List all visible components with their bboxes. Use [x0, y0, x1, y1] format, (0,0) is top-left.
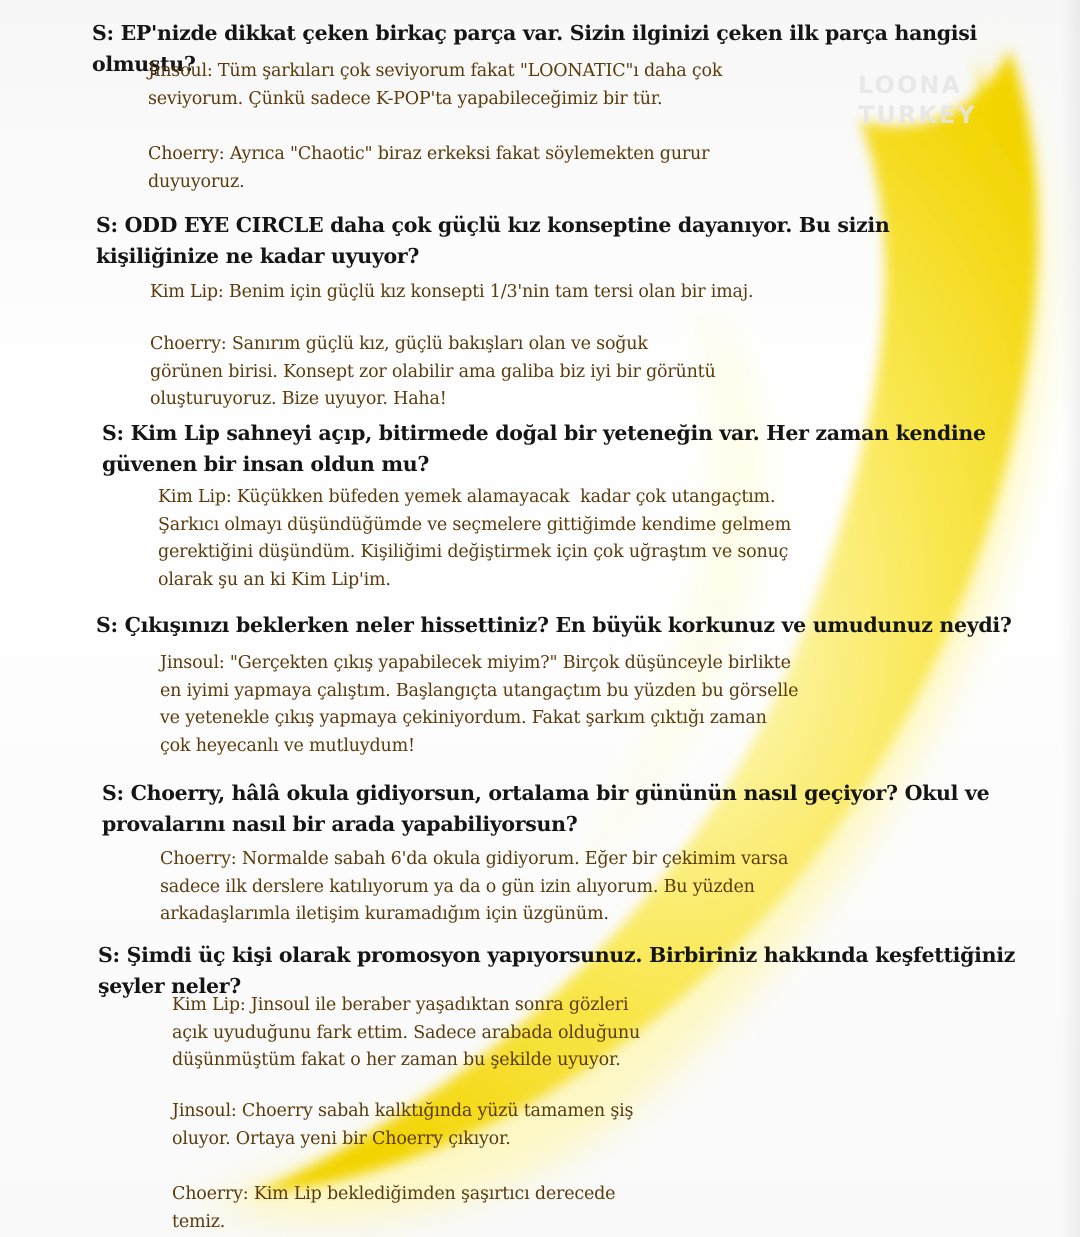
question-2: S: ODD EYE CIRCLE daha çok güçlü kız konseptine dayanıyor. Bu sizin kişiliğinize ne kadar uyuyor?	[96, 213, 890, 268]
answer-6-choerry: Choerry: Kim Lip beklediğimden şaşırtıcı derecede temiz.	[172, 1184, 616, 1232]
question-6: S: Şimdi üç kişi olarak promosyon yapıyorsunuz. Birbiriniz hakkında keşfettiğiniz şeyler neler?	[98, 943, 1016, 998]
answer-5-choerry: Choerry: Normalde sabah 6'da okula gidiyorum. Eğer bir çekimim varsa sadece ilk derslere katılıyorum ya da o gün izin alıyorum. Bu yüzden arkadaşlarımla iletişim kuramadığım için üzgünüm.	[160, 849, 789, 924]
page-edge-shadow	[1060, 0, 1080, 1237]
answer-3-kim-lip: Kim Lip: Küçükken büfeden yemek alamayacak kadar çok utangaçtım. Şarkıcı olmayı düşündüğümde ve seçmelere gittiğimde kendime gelmem gerektiğini düşündüm. Kişiliğimi değiştirmek için çok uğraştım ve sonuç olarak şu an ki Kim Lip'im.	[158, 487, 791, 590]
watermark-line: LOONA	[858, 71, 962, 99]
answer-6-kim-lip: Kim Lip: Jinsoul ile beraber yaşadıktan sonra gözleri açık uyuduğunu fark ettim. Sadece arabada olduğunu düşünmüştüm fakat o her zaman bu şekilde uyuyor.	[172, 995, 641, 1070]
answer-1-choerry: Choerry: Ayrıca "Chaotic" biraz erkeksi fakat söylemekten gurur duyuyoruz.	[148, 144, 710, 192]
question-1: S: EP'nizde dikkat çeken birkaç parça var. Sizin ilginizi çeken ilk parça hangisi olmuştu?	[92, 21, 977, 76]
watermark-logo	[858, 70, 1008, 140]
question-3: S: Kim Lip sahneyi açıp, bitirmede doğal bir yeteneğin var. Her zaman kendine güvenen bir insan oldun mu?	[102, 421, 986, 476]
question-4: S: Çıkışınızı beklerken neler hissettiniz? En büyük korkunuz ve umudunuz neydi?	[96, 613, 1012, 637]
answer-2-choerry: Choerry: Sanırım güçlü kız, güçlü bakışları olan ve soğuk görünen birisi. Konsept zor olabilir ama galiba biz iyi bir görüntü oluşturuyoruz. Bize uyuyor. Haha!	[150, 334, 716, 409]
watermark-line: TURKEY	[858, 101, 977, 129]
question-5: S: Choerry, hâlâ okula gidiyorsun, ortalama bir gününün nasıl geçiyor? Okul ve provalarını nasıl bir arada yapabiliyorsun?	[102, 781, 990, 836]
answer-1-jinsoul: Jinsoul: Tüm şarkıları çok seviyorum fakat "LOONATIC"ı daha çok seviyorum. Çünkü sadece K-POP'ta yapabileceğimiz bir tür.	[148, 61, 723, 109]
answer-6-jinsoul: Jinsoul: Choerry sabah kalktığında yüzü tamamen şiş oluyor. Ortaya yeni bir Choerry çıkıyor.	[172, 1101, 634, 1149]
answer-4-jinsoul: Jinsoul: "Gerçekten çıkış yapabilecek miyim?" Birçok düşünceyle birlikte en iyimi yapmaya çalıştım. Başlangıçta utangaçtım bu yüzden bu görselle ve yetenekle çıkış yapmaya çekiniyordum. Fakat şarkım çıktığı zaman çok heyecanlı ve mutluydum!	[160, 653, 799, 756]
answer-2-kim-lip: Kim Lip: Benim için güçlü kız konsepti 1/3'nin tam tersi olan bir imaj.	[150, 282, 754, 302]
